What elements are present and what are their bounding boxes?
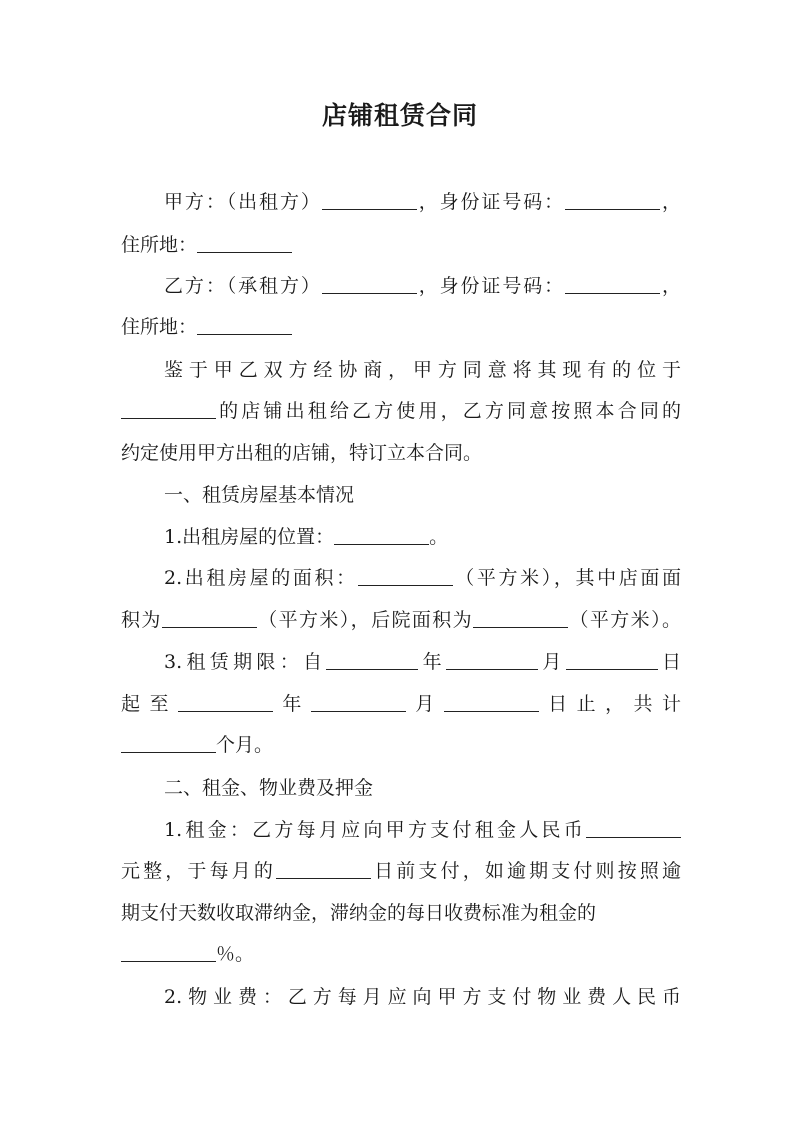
area-unit-suffix: （平方米）。 xyxy=(568,609,681,631)
late-fee-rate-blank xyxy=(121,935,216,962)
party-b-id-label: ，身份证号码： xyxy=(416,275,566,297)
rent-due-prefix: 元整，于每月的 xyxy=(121,860,276,882)
party-b-address-label: 住所地： xyxy=(121,316,198,338)
party-b-address-line xyxy=(121,307,681,347)
party-b-comma: ， xyxy=(660,275,681,297)
party-a-label: 甲方：（出租方） xyxy=(164,191,322,213)
shop-location-blank xyxy=(121,392,216,419)
party-a-address-label: 住所地： xyxy=(121,234,198,256)
end-month-label: 月 xyxy=(405,693,444,715)
section-2-item-2: 2.物业费：乙方每月应向甲方支付物业费人民币 xyxy=(164,986,681,1008)
section-1-item-2-line-2 xyxy=(121,600,681,640)
end-year-label: 年 xyxy=(272,693,311,715)
rent-due-day-blank xyxy=(276,852,371,879)
party-b-name-blank xyxy=(322,267,417,294)
late-fee-rate-suffix: ％。 xyxy=(216,943,255,965)
section-1-item-3-line-2 xyxy=(121,684,681,724)
section-1-heading: 一、租赁房屋基本情况 xyxy=(164,484,355,506)
party-a-comma: ， xyxy=(660,191,681,213)
preamble-line-2-text: 的店铺出租给乙方使用，乙方同意按照本合同的 xyxy=(216,400,681,422)
rent-amount-blank xyxy=(586,811,681,838)
start-year-label: 年 xyxy=(418,651,446,673)
party-a-id-label: ，身份证号码： xyxy=(416,191,566,213)
start-day-label: 日 xyxy=(657,651,681,673)
location-blank xyxy=(334,518,429,545)
location-label: 1.出租房屋的位置： xyxy=(164,526,335,548)
end-month-blank xyxy=(311,685,406,712)
rent-due-suffix: 日前支付，如逾期支付则按照逾 xyxy=(371,860,681,882)
area-blank xyxy=(358,559,453,586)
start-day-blank xyxy=(566,643,658,670)
party-b-label: 乙方：（承租方） xyxy=(164,275,322,297)
section-2-item-1 xyxy=(164,810,681,850)
preamble-line-3: 约定使用甲方出租的店铺，特订立本合同。 xyxy=(121,442,483,464)
section-2-heading: 二、租金、物业费及押金 xyxy=(164,777,374,799)
section-1-item-3-line-3 xyxy=(121,725,681,765)
start-month-label: 月 xyxy=(538,651,566,673)
party-b-id-blank xyxy=(565,267,660,294)
section-1-item-3 xyxy=(164,642,681,682)
shop-front-area-label: 积为 xyxy=(121,609,162,631)
start-month-blank xyxy=(446,643,538,670)
total-months-blank xyxy=(121,726,216,753)
page-title: 店铺租赁合同 xyxy=(321,101,478,130)
total-months-suffix: 个月。 xyxy=(216,734,274,756)
area-mid: （平方米），其中店面面 xyxy=(452,567,681,589)
party-b-line xyxy=(164,266,681,306)
rent-text: 1.租金：乙方每月应向甲方支付租金人民币 xyxy=(164,819,586,841)
end-prefix: 起至 xyxy=(121,693,178,715)
preamble-line-2 xyxy=(121,391,681,431)
location-suffix: 。 xyxy=(429,526,449,548)
area-label: 2.出租房屋的面积： xyxy=(164,567,358,589)
start-year-blank xyxy=(326,643,418,670)
party-a-name-blank xyxy=(322,183,417,210)
backyard-area-label: （平方米），后院面积为 xyxy=(256,609,474,631)
shop-front-area-blank xyxy=(162,601,257,628)
section-1-item-1 xyxy=(164,517,681,557)
lease-term-label: 3.租赁期限：自 xyxy=(164,651,327,673)
end-year-blank xyxy=(178,685,273,712)
section-2-item-1-line-3: 期支付天数收取滞纳金，滞纳金的每日收费标准为租金的 xyxy=(121,902,597,924)
party-a-address-blank xyxy=(197,226,292,253)
section-2-item-1-line-4 xyxy=(121,934,681,974)
section-1-item-2 xyxy=(164,558,681,598)
party-b-address-blank xyxy=(197,308,292,335)
backyard-area-blank xyxy=(473,601,568,628)
preamble-line-1: 鉴于甲乙双方经协商，甲方同意将其现有的位于 xyxy=(164,359,681,381)
party-a-line xyxy=(164,182,681,222)
end-day-blank xyxy=(444,685,539,712)
party-a-id-blank xyxy=(565,183,660,210)
section-2-item-1-line-2 xyxy=(121,851,681,891)
party-a-address-line xyxy=(121,225,681,265)
end-day-label: 日止，共计 xyxy=(538,693,681,715)
